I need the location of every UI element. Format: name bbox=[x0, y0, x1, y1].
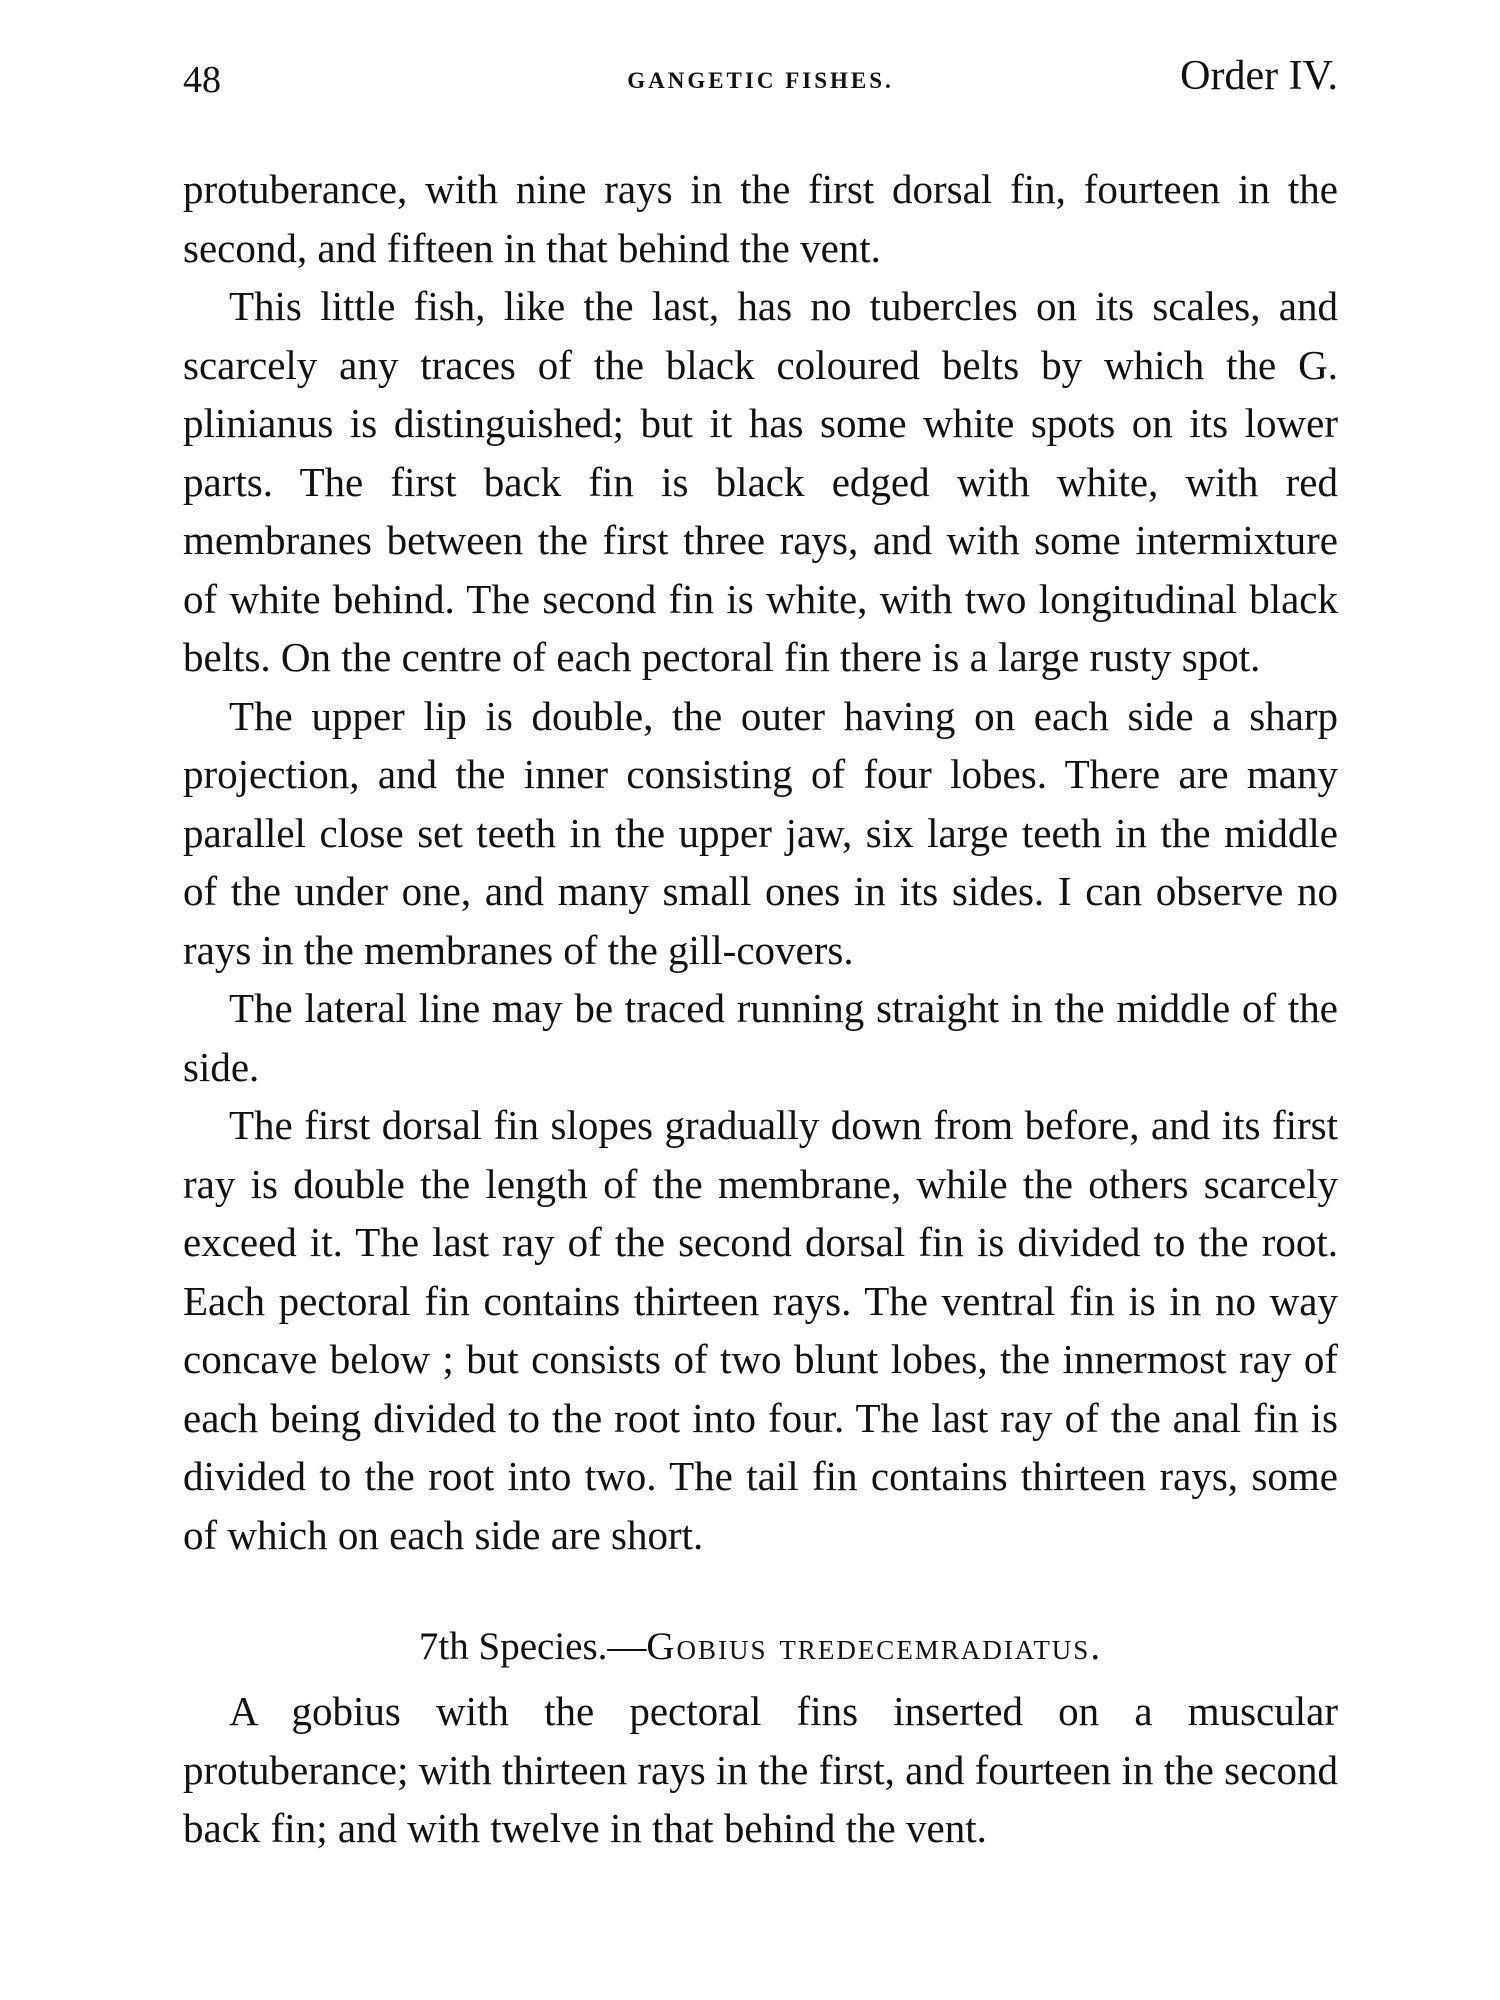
page-header bbox=[183, 52, 1338, 112]
paragraph-fins: The first dorsal fin slopes gradually down from before, and its first ray is double the length of the membrane, while the others scarcely exceed it. The last ray of the second dorsal fin is divided to the root. Each pectoral fin contains thirteen rays. The ventral fin is in no way concave below ; but consists of two blunt lobes, the innermost ray of each being divided to the root into four. The last ray of the anal fin is divided to the root into two. The tail fin contains thirteen rays, some of which on each side are short. bbox=[183, 1102, 1338, 1558]
body-text bbox=[183, 160, 1338, 1858]
order-label: Order IV. bbox=[1180, 53, 1338, 99]
running-title: GANGETIC FISHES. bbox=[627, 68, 894, 93]
species-number: 7th Species.— bbox=[418, 1625, 647, 1668]
paragraph-continuation: protuberance, with nine rays in the first dorsal fin, fourteen in the second, and fifteen in that behind the vent. bbox=[183, 166, 1338, 271]
paragraph-lateral-line: The lateral line may be traced running straight in the middle of the side. bbox=[183, 985, 1338, 1090]
species-name: Gobius tredecemradiatus. bbox=[646, 1625, 1103, 1668]
page-number: 48 bbox=[183, 59, 221, 101]
species-heading bbox=[183, 1618, 1338, 1676]
paragraph-lip-teeth: The upper lip is double, the outer having on each side a sharp projection, and the inner consisting of four lobes. There are many parallel close set teeth in the upper jaw, six large teeth in the middle of the under one, and many small ones in its sides. I can observe no rays in the membranes of the gill-covers. bbox=[183, 692, 1338, 973]
paragraph-colouring: This little fish, like the last, has no tubercles on its scales, and scarcely any traces of the black coloured belts by which the G. plinianus is distinguished; but it has some white spots on its lower parts. The first back fin is black edged with white, with red membranes between the first three rays, and with some intermixture of white behind. The second fin is white, with two longitudinal black belts. On the centre of each pectoral fin there is a large rusty spot. bbox=[183, 283, 1338, 680]
species-description: A gobius with the pectoral fins inserted on a muscular protuberance; with thirteen rays in the first, and fourteen in the second back fin; and with twelve in that behind the vent. bbox=[183, 1688, 1338, 1851]
